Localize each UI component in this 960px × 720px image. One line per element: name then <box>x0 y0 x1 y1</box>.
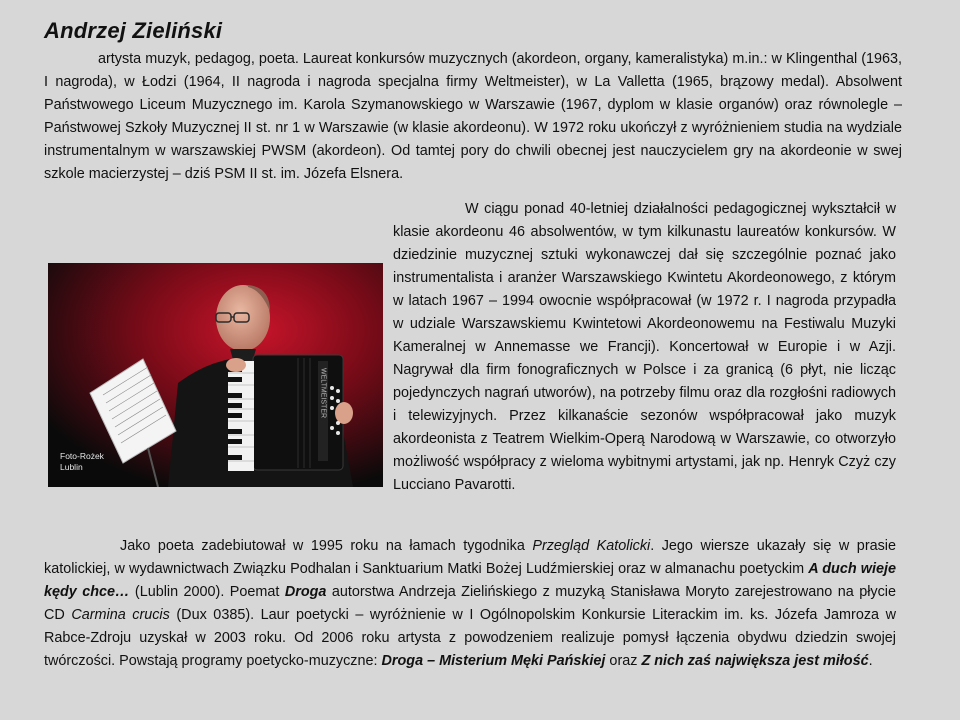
p3-text: . Jego wiersze ukazały się w prasie katolickiej, w wydawnictwach Związku Podhalan i Sanktuarium Matki Bożej Ludźmierskiej oraz w almanachu poetyckim <box>44 538 897 577</box>
accordionist-photo <box>48 263 383 487</box>
biography-paragraph-2: W ciągu ponad 40-letniej działalności pedagogicznej wykształcił w klasie akordeonu 46 absolwentów, w tym kilkunastu laureatów konkursów. W dziedzinie muzycznej sztuki wykonawczej dał się szczególnie poznać jako instrumentalista i aranżer Warszawskiego Kwintetu Akordeonowego, z którym w latach 1967 – 1994 owocnie współpracował (w 1972 r. I nagroda przypadła w udziale Warszawskiemu Kwintetowi Akordeonowemu na Festiwalu Muzyki Kameralnej w Annemasse we Francji). Koncertował w Europie i w Azji. Nagrywał dla firm fonograficznych w Polsce i za granicą (6 płyt, nie licząc pojedynczych nagrań utworów), na potrzeby filmu oraz dla rozgłośni radiowych i telewizyjnych. Przez kilkanaście sezonów współpracował jako muzyk akordeonista z Teatrem Wielkim-Operą Narodową w Warszawie, co otworzyło możliwość współpracy z wieloma wybitnymi artystami, jak np. Henryk Czyż czy Lucciano Pavarotti. <box>393 201 896 493</box>
p3-text: (Lublin 2000). Poemat <box>129 584 285 600</box>
p3-text: Jako poeta zadebiutował w 1995 roku na łamach tygodnika <box>120 538 533 554</box>
p3-text: (Dux 0385). Laur poetycki – wyróżnienie w I Ogólnopolskim Konkursie Literackim im. ks. Józefa Jamroza w Rabce-Zdroju uzyskał w 2003 roku. Od 2006 roku artysta z powodzeniem realizuje pomysł łączenia obydwu dziedzin swojej twórczości. Powstają programy poetycko-muzyczne: <box>44 607 896 669</box>
biography-paragraph-3 <box>44 535 896 673</box>
page-title: Andrzej Zieliński <box>44 18 223 43</box>
p3-almanac-title: A duch wieje kędy chce… <box>44 561 896 600</box>
p3-text: oraz <box>605 653 642 669</box>
p3-journal-title: Przegląd Katolicki <box>532 538 651 554</box>
accordion-brand-label: WELTMEISTER <box>319 368 327 419</box>
photo-credit-line-2: Lublin <box>60 462 83 472</box>
p3-poem-title: Droga <box>284 584 327 600</box>
biography-paragraph-1: artysta muzyk, pedagog, poeta. Laureat konkursów muzycznych (akordeon, organy, kameralistyka) m.in.: w Klingenthal (1963, I nagroda), w Łodzi (1964, II nagroda i nagroda specjalna firmy Weltmeister), w La Valletta (1965, brązowy medal). Absolwent Państwowego Liceum Muzycznego im. Karola Szymanowskiego w Warszawie (1967, dyplom w klasie organów) oraz równolegle – Państwowej Szkoły Muzycznej II st. nr 1 w Warszawie (w klasie akordeonu). W 1972 roku ukończył z wyróżnieniem studia na wydziale instrumentalnym w warszawskiej PWSM (akordeon). Od tamtej pory do chwili obecnej jest nauczycielem gry na akordeonie w swej szkole macierzystej – dziś PSM II st. im. Józefa Elsnera. <box>44 51 902 182</box>
p3-text: autorstwa Andrzeja Zielińskiego z muzyką Stanisława Moryto zarejestrowano na płycie CD <box>44 584 897 623</box>
photo-credit <box>60 451 104 473</box>
p3-program-title-2: Z nich zaś największa jest miłość <box>641 653 869 669</box>
p3-program-title-1: Droga – Misterium Męki Pańskiej <box>381 653 606 669</box>
photo-credit-line-1: Foto-Rożek <box>60 451 104 461</box>
p3-cd-title: Carmina crucis <box>71 607 170 623</box>
p3-text: . <box>868 653 873 669</box>
